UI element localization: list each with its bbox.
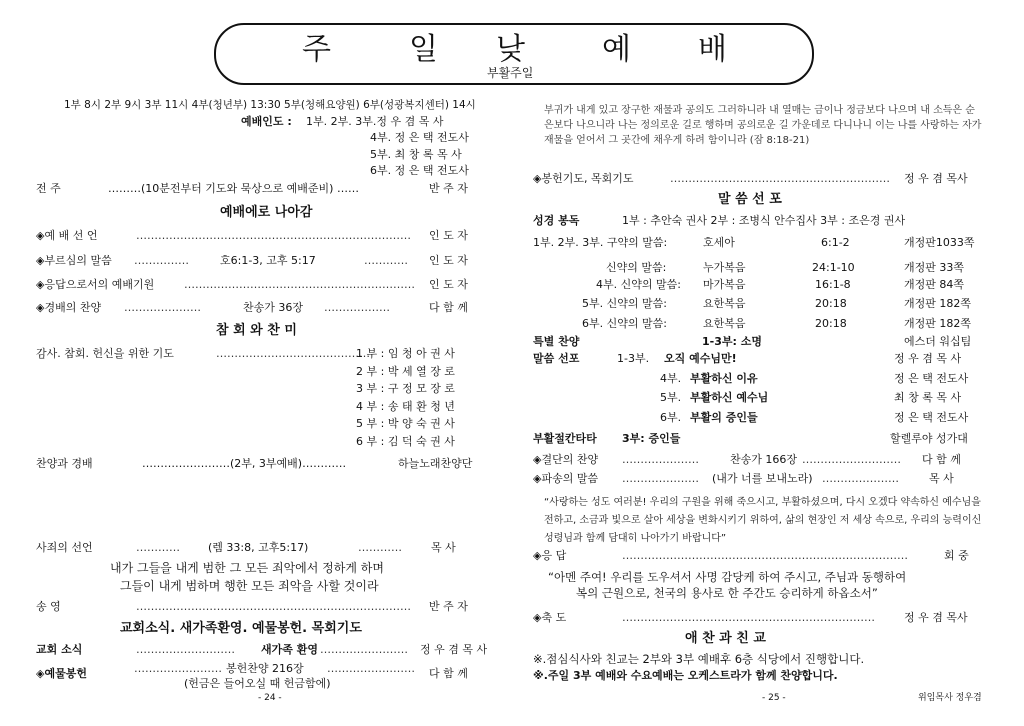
leader-dots: …………… [134, 254, 189, 267]
hymn2-leader: 다 함 께 [922, 453, 961, 466]
reading-ref: 16:1-8 [815, 278, 851, 291]
reading-page: 개정판 182쪽 [904, 317, 971, 330]
offering-leader: 다 함 께 [429, 667, 468, 680]
sermon-title: 부활하신 예수님 [690, 391, 769, 404]
leader-line: 5부. 최 창 록 목 사 [370, 148, 462, 161]
sermon-preacher: 정 우 겸 목 사 [894, 352, 962, 365]
scripture-text: 부귀가 내게 있고 장구한 재물과 공의도 그러하니라 내 열매는 금이나 정금보다 나으며 내 소득은 순은보다 나으니라 나는 정의로운 길로 행하며 공의로운 길 가운데로 다니나니 이는 나를 사랑하는 자가 재물을 얻어서 그 곳간에 채우게 하려 함이니라 (잠 8:18-21) [544, 105, 982, 146]
blessing-label: ◈축 도 [533, 611, 567, 624]
reading-book: 마가복음 [703, 278, 746, 291]
news-label: 교회 소식 [36, 643, 83, 656]
leader-dots: ………………………………………………………………… [136, 229, 411, 242]
sermon-title: 부활의 증인들 [690, 411, 758, 424]
leader-dots: ………… [358, 541, 402, 554]
leader-dots: ………… [136, 541, 180, 554]
invocation-label: ◈응답으로서의 예배기원 [36, 278, 155, 291]
call-label: ◈예 배 선 언 [36, 229, 98, 242]
absolution-ref: (렘 33:8, 고후5:17) [208, 541, 309, 554]
leader-dots: …………………………………………………………… [622, 611, 875, 624]
reading-book: 호세아 [703, 236, 735, 249]
sermon-who: 4부. [660, 372, 682, 385]
prayer-label: 감사. 참회. 헌신을 위한 기도 [36, 347, 174, 360]
leader-dots: ……………… [324, 301, 390, 314]
reading-who: 4부. 신약의 말씀: [596, 278, 681, 291]
news-desc: 새가족 환영 [261, 643, 318, 656]
footer-signature: 위임목사 정우겸 [918, 693, 982, 703]
sending-label: ◈파송의 말씀 [533, 472, 599, 485]
hymn2-label: ◈결단의 찬양 [533, 453, 599, 466]
absolution-leader: 목 사 [431, 541, 456, 554]
leader-dots: ………………… [124, 301, 201, 314]
prelude-desc: ………(10분전부터 기도와 묵상으로 예배준비) …… [108, 182, 359, 195]
leader-dots: …………………… [134, 662, 222, 675]
prelude-label: 전 주 [36, 182, 61, 195]
sermon-preacher: 최 창 록 목 사 [894, 391, 962, 404]
notice-line: ※.주일 3부 예배와 수요예배는 오케스트라가 함께 찬양합니다. [533, 669, 838, 682]
sermon-title: 부활하신 이유 [690, 372, 758, 385]
cantata-label: 부활절칸타타 [533, 432, 597, 445]
page-number: - 25 - [762, 693, 786, 703]
cantata-choir: 할렐루야 성가대 [890, 432, 968, 445]
title-char: 일 [409, 32, 438, 67]
title-box [214, 23, 814, 85]
sermon-who: 5부. [660, 391, 682, 404]
doxology-leader: 반 주 자 [429, 600, 468, 613]
doxology-label: 송 영 [36, 600, 61, 613]
prayer-line: 3 부 : 구 정 모 장 로 [356, 382, 455, 395]
sermon-title: 오직 예수님만! [664, 352, 737, 365]
leader-dots: ……………………… [136, 643, 235, 656]
page-number: - 24 - [258, 693, 282, 703]
reading-ref: 20:18 [815, 297, 847, 310]
leader-dots: …………………………………………………… [670, 172, 890, 185]
sermon-preacher: 정 은 택 전도사 [894, 372, 969, 385]
leader-dots: ………………………………………………………………… [136, 600, 411, 613]
reading-who: 1부. 2부. 3부. 구약의 말씀: [533, 236, 668, 249]
cantata-title: 3부: 증인들 [622, 432, 681, 445]
schedule: 1부 8시 2부 9시 3부 11시 4부(청년부) 13:30 5부(청해요양원) 6부(성광복지센터) 14시 [64, 99, 476, 111]
title-char: 배 [698, 32, 727, 67]
praise-leader: 하늘노래찬양단 [398, 457, 473, 470]
section-heading: 말 씀 선 포 [718, 192, 782, 207]
sermon-label: 말씀 선포 [533, 352, 580, 365]
leader-dots: ………………… [622, 453, 699, 466]
news-leader: 정 우 겸 목 사 [420, 643, 488, 656]
response-text: “아멘 주여! 우리를 도우셔서 사명 감당케 하여 주시고, 주님과 동행하여 [548, 570, 907, 584]
page-subtitle: 부활주일 [487, 66, 534, 80]
blessing-leader: 정 우 겸 목사 [904, 611, 968, 624]
offer-prayer-leader: 정 우 겸 목사 [904, 172, 968, 185]
special-title: 1-3부: 소명 [702, 335, 762, 348]
leader-dots: …………………………………………………………………… [622, 549, 908, 562]
response-label: ◈응 답 [533, 549, 567, 562]
response-text: 복의 근원으로, 천국의 용사로 한 주간도 승리하게 하옵소서” [576, 586, 878, 600]
leader-dots: ……………………………………………………… [184, 278, 415, 291]
leader-dots: …………………… [327, 662, 415, 675]
section-heading: 교회소식. 새가족환영. 예물봉헌. 목회기도 [120, 621, 362, 636]
leader-dots: …………………………………… [216, 347, 370, 360]
leader-dots: ……………………… [802, 453, 901, 466]
prelude-leader: 반 주 자 [429, 182, 468, 195]
title-char: 주 [302, 32, 331, 67]
offer-prayer-label: ◈봉헌기도, 목회기도 [533, 172, 634, 185]
reading-who: 6부. 신약의 말씀: [582, 317, 667, 330]
leader-line: 6부. 정 은 택 전도사 [370, 164, 469, 177]
reading-book: 요한복음 [703, 297, 746, 310]
reading-page: 개정판1033쪽 [904, 236, 975, 249]
prayer-line: 2 부 : 박 세 열 장 로 [356, 365, 455, 378]
reading-ref: 20:18 [815, 317, 847, 330]
reading-who: 5부. 신약의 말씀: [582, 297, 667, 310]
reading-who: 신약의 말씀: [606, 261, 667, 274]
verse-ref: 호6:1-3, 고후 5:17 [220, 254, 316, 267]
section-heading: 참 회 와 찬 미 [216, 323, 297, 338]
leader-line: 1부. 2부. 3부.정 우 겸 목 사 [306, 115, 444, 128]
reading-ref: 6:1-2 [821, 236, 850, 249]
absolution-text: 그들이 내게 범하며 행한 모든 죄악을 사할 것이라 [120, 579, 379, 593]
hymn-leader: 다 함 께 [429, 301, 468, 314]
leader-dots: ………… [364, 254, 408, 267]
praise-label: 찬양과 경배 [36, 457, 93, 470]
sending-leader: 목 사 [929, 472, 954, 485]
section-heading: 예배에로 나아감 [220, 205, 313, 220]
hymn2-number: 찬송가 166장 [730, 453, 797, 466]
title-char: 예 [602, 32, 631, 67]
prayer-line: 1 부 : 임 청 아 권 사 [356, 347, 455, 360]
call-leader: 인 도 자 [429, 229, 468, 242]
sermon-who: 1-3부. [617, 352, 650, 365]
notice-line: ※.점심식사와 친교는 2부와 3부 예배후 6층 식당에서 진행합니다. [533, 652, 865, 666]
reading-page: 개정판 182쪽 [904, 297, 971, 310]
hymn-number: 찬송가 36장 [243, 301, 303, 314]
leaders-label: 예배인도 : [241, 115, 292, 128]
reading-page: 개정판 84쪽 [904, 278, 964, 291]
prayer-line: 6 부 : 김 덕 숙 권 사 [356, 435, 455, 448]
sermon-who: 6부. [660, 411, 682, 424]
response-leader: 회 중 [944, 549, 969, 562]
sending-text: “사랑하는 성도 여러분! 우리의 구원을 위해 죽으시고, 부활하셨으며, 다시 오겠다 약속하신 예수님을 전하고, 소금과 빛으로 살아 세상을 변화시키기 위하여, 삶의 현장인 저 세상 속으로, 우리의 능력이신 성령님과 함께 담대히 나아가기 바랍니다” [544, 497, 982, 544]
verse-leader: 인 도 자 [429, 254, 468, 267]
prayer-line: 4 부 : 송 태 환 청 년 [356, 400, 455, 413]
section-heading: 애 찬 과 친 교 [685, 631, 766, 646]
readers-list: 1부 : 추안숙 권사 2부 : 조병식 안수집사 3부 : 조은경 권사 [622, 214, 906, 227]
sermon-preacher: 정 은 택 전도사 [894, 411, 969, 424]
reading-ref: 24:1-10 [812, 261, 855, 274]
leader-dots: ………………… [822, 472, 899, 485]
special-label: 특별 찬양 [533, 335, 580, 348]
special-singer: 에스더 워십팀 [904, 335, 972, 348]
verse-label: ◈부르심의 말씀 [36, 254, 112, 267]
readers-label: 성경 봉독 [533, 214, 580, 227]
offering-hymn: 봉헌찬양 216장 [226, 662, 304, 675]
title-char: 낮 [496, 32, 525, 67]
leader-dots: …………………… [320, 643, 408, 656]
reading-book: 요한복음 [703, 317, 746, 330]
absolution-text: 내가 그들을 내게 범한 그 모든 죄악에서 정하게 하며 [110, 561, 384, 575]
hymn-label: ◈경배의 찬양 [36, 301, 102, 314]
invocation-leader: 인 도 자 [429, 278, 468, 291]
offering-note: (헌금은 들어오실 때 헌금함에) [184, 677, 331, 690]
sending-title: (내가 너를 보내노라) [712, 472, 813, 485]
offering-label: ◈예물봉헌 [36, 667, 87, 680]
absolution-label: 사죄의 선언 [36, 541, 93, 554]
leader-line: 4부. 정 은 택 전도사 [370, 131, 469, 144]
prayer-line: 5 부 : 박 양 숙 권 사 [356, 417, 455, 430]
reading-page: 개정판 33쪽 [904, 261, 964, 274]
praise-desc: ……………………(2부, 3부예배)………… [142, 457, 347, 470]
leader-dots: ………………… [622, 472, 699, 485]
reading-book: 누가복음 [703, 261, 746, 274]
